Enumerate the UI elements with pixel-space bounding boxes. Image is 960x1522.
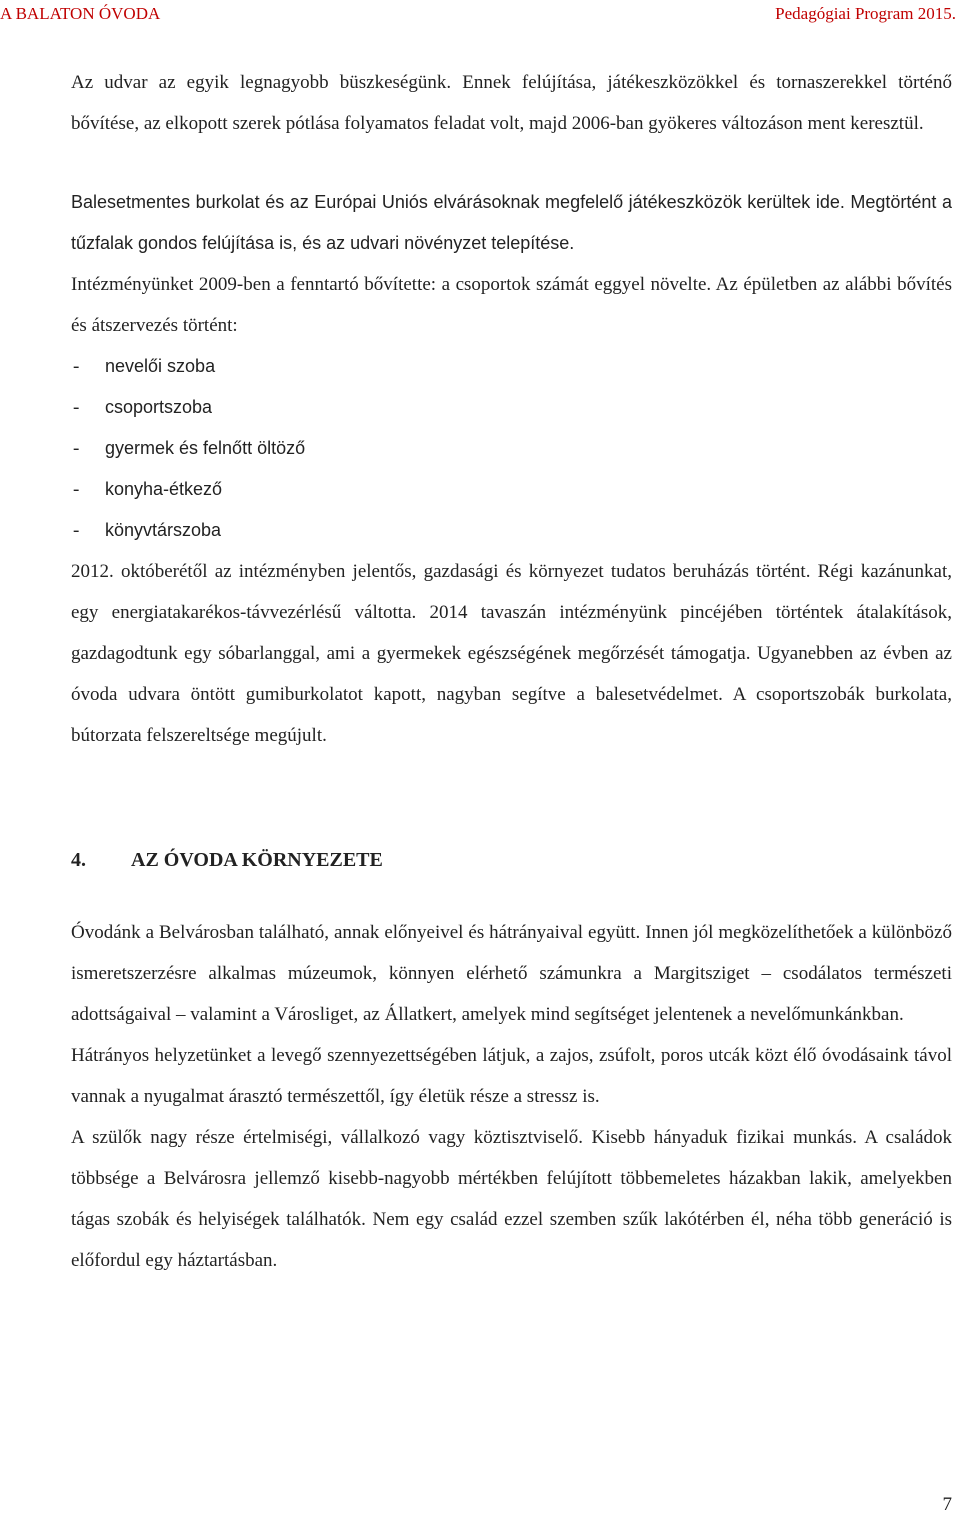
room-list xyxy=(71,346,952,551)
page-number: 7 xyxy=(942,1494,952,1515)
section-heading xyxy=(71,846,952,874)
list-dash: - xyxy=(73,520,80,541)
paragraph-location: Óvodánk a Belvárosban található, annak előnyeivel és hátrányaival együtt. Innen jól megközelíthetőek a különböző ismeretszerzésre alkalmas múzeumok, könnyen elérhető számunkra a Margitsziget – csodálatos természeti adottságaival – valamint a Városliget, az Állatkert, amelyek mind segítséget jelentenek a nevelőmunkánkban. xyxy=(71,922,952,1025)
list-item xyxy=(71,387,952,428)
list-dash: - xyxy=(73,397,80,418)
section-number: 4. xyxy=(71,849,86,871)
paragraph-expansion-2009: Intézményünket 2009-ben a fenntartó bővítette: a csoportok számát eggyel növelte. Az épületben az alábbi bővítés és átszervezés történt: xyxy=(71,274,952,336)
paragraph-families: A szülők nagy része értelmiségi, vállalkozó vagy köztisztviselő. Kisebb hányaduk fizikai munkás. A családok többsége a Belvárosra jellemző kisebb-nagyobb mértékben felújított többemeletes házakban lakik, amelyekben tágas szobák és helyiségek találhatók. Nem egy család ezzel szemben szűk lakótérben él, néha több generáció is előfordul egy háztartásban. xyxy=(71,1127,952,1271)
list-item xyxy=(71,428,952,469)
list-dash: - xyxy=(73,438,80,459)
list-item xyxy=(71,469,952,510)
list-item-text: nevelői szoba xyxy=(105,356,216,376)
paragraph-safety-surface: Balesetmentes burkolat és az Európai Uniós elvárásoknak megfelelő játékeszközök kerültek ide. Megtörtént a tűzfalak gondos felújítása is, és az udvari növényzet telepítése. xyxy=(71,192,952,253)
list-item-text: gyermek és felnőtt öltöző xyxy=(105,438,306,458)
paragraph-disadvantages: Hátrányos helyzetünket a levegő szennyezettségében látjuk, a zajos, zsúfolt, poros utcák közt élő óvodásaink távol vannak a nyugalmat árasztó természettől, így életük része a stressz is. xyxy=(71,1045,952,1107)
header-document-title: Pedagógiai Program 2015. xyxy=(775,4,956,23)
paragraph-investments-2012: 2012. októberétől az intézményben jelentős, gazdasági és környezet tudatos beruházás történt. Régi kazánunkat, egy energiatakarékos-távvezérlésű váltotta. 2014 tavaszán intézményünk pincéjében történtek átalakítások, gazdagodtunk egy sóbarlanggal, ami a gyermekek egészségének megőrzését támogatja. Ugyanebben az évben az óvoda udvara öntött gumiburkolatot kapott, nagyban segítve a balesetvédelmet. A csoportszobák burkolata, bútorzata felszereltsége megújult. xyxy=(71,561,952,746)
section-title: AZ ÓVODA KÖRNYEZETE xyxy=(131,849,383,871)
list-item-text: csoportszoba xyxy=(105,397,213,417)
page-content xyxy=(71,62,952,1281)
list-item-text: konyha-étkező xyxy=(105,479,223,499)
list-item xyxy=(71,510,952,551)
list-item-text: könyvtárszoba xyxy=(105,520,222,540)
paragraph-courtyard: Az udvar az egyik legnagyobb büszkeségünk. Ennek felújítása, játékeszközökkel és tornaszerekkel történő bővítése, az elkopott szerek pótlása folyamatos feladat volt, majd 2006-ban gyökeres változáson ment keresztül. xyxy=(71,72,952,134)
list-item xyxy=(71,346,952,387)
list-dash: - xyxy=(73,356,80,377)
list-dash: - xyxy=(73,479,80,500)
header-school-name: A BALATON ÓVODA xyxy=(0,4,161,23)
